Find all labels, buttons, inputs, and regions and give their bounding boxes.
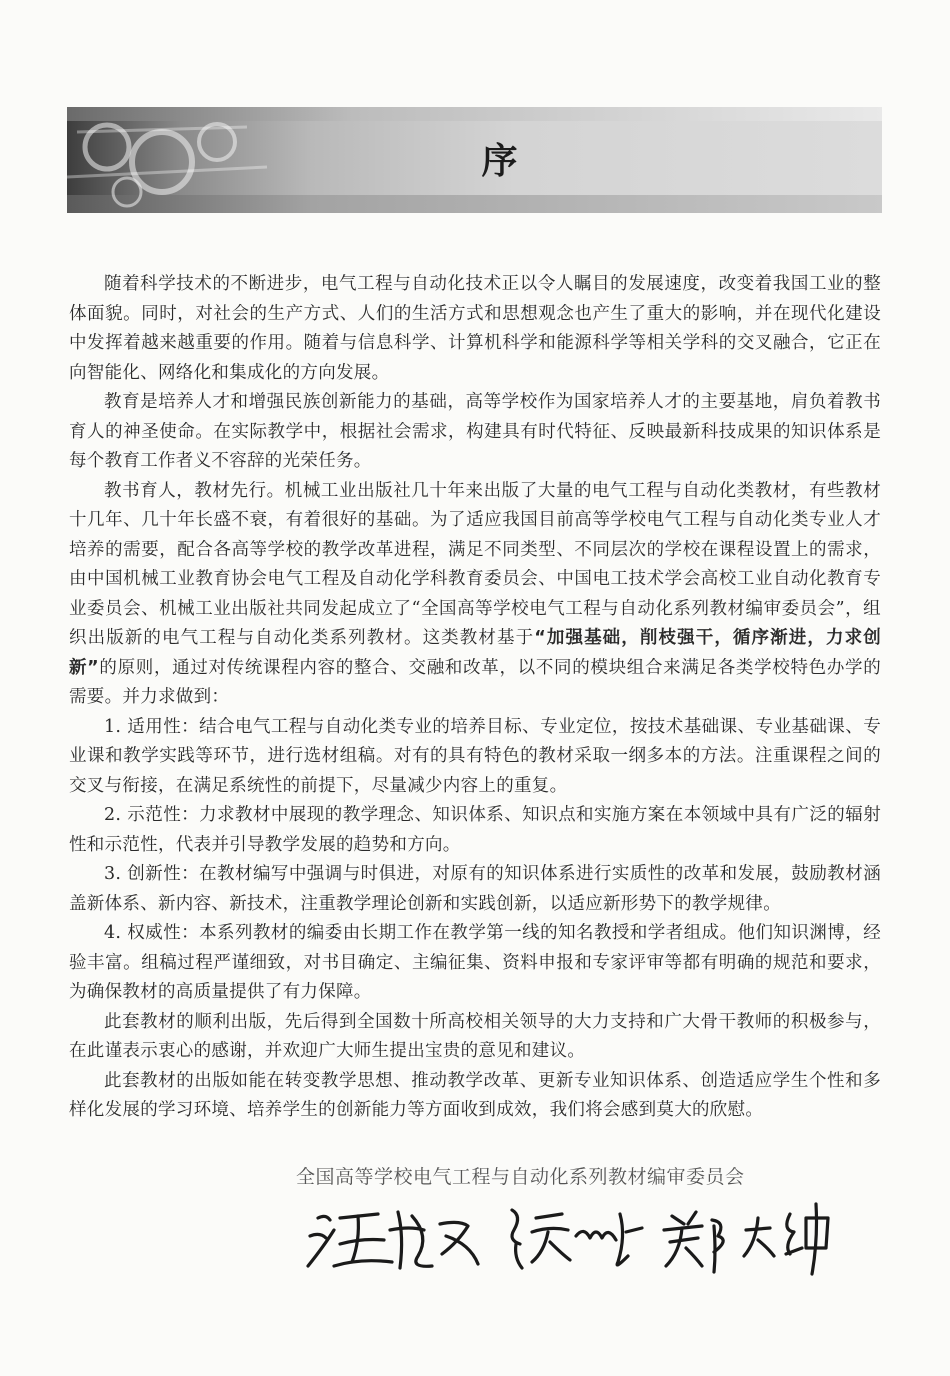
preface-body: [69, 270, 881, 1126]
principle-emphasis: “加强基础，削枝强干，循序渐进，力求创新”: [69, 628, 882, 678]
paragraph-text: 教书育人，教材先行。机械工业出版社几十年来出版了大量的电气工程与自动化类教材，有些教材十几年、几十年长盛不衰，有着很好的基础。为了适应我国目前高等学校电气工程与自动化类专业人才培养的需要，配合各高等学校的教学改革进程，满足不同类型、不同层次的学校在课程设置上的需求，由中国机械工业教育协会电气工程及自动化学科教育委员会、中国电工技术学会高校工业自动化教育专业委员会、机械工业出版社共同发起成立了“全国高等学校电气工程与自动化系列教材编审委员会”，组织出版新的电气工程与自动化类系列教材。这类教材基于: [69, 480, 881, 648]
paragraph: 此套教材的出版如能在转变教学思想、推动教学改革、更新专业知识体系、创造适应学生个性和多样化发展的学习环境、培养学生的创新能力等方面收到成效，我们将会感到莫大的欣慰。: [69, 1070, 881, 1120]
paragraph: 此套教材的顺利出版，先后得到全国数十所高校相关领导的大力支持和广大骨干教师的积极参与，在此谨表示衷心的感谢，并欢迎广大师生提出宝贵的意见和建议。: [69, 1011, 881, 1061]
paragraph-text: 的原则，通过对传统课程内容的整合、交融和改革，以不同的模块组合来满足各类学校特色办学的需要。并力求做到：: [69, 657, 881, 707]
page-title: 序: [481, 141, 518, 182]
chapter-banner: [67, 107, 882, 213]
point-item: 2. 示范性：力求教材中展现的教学理念、知识体系、知识点和实施方案在本领域中具有广泛的辐射性和示范性，代表并引导教学发展的趋势和方向。: [69, 805, 881, 855]
paragraph: 教育是培养人才和增强民族创新能力的基础，高等学校作为国家培养人才的主要基地，肩负着教书育人的神圣使命。在实际教学中，根据社会需求，构建具有时代特征、反映最新科技成果的知识体系是每个教育工作者义不容辞的光荣任务。: [69, 392, 881, 471]
paragraph: [69, 477, 881, 713]
point-item: 4. 权威性：本系列教材的编委由长期工作在教学第一线的知名教授和学者组成。他们知识渊博，经验丰富。组稿过程严谨细致，对书目确定、主编征集、资料申报和专家评审等都有明确的规范和要求，为确保教材的高质量提供了有力保障。: [69, 923, 881, 1002]
paragraph: 随着科学技术的不断进步，电气工程与自动化技术正以令人瞩目的发展速度，改变着我国工业的整体面貌。同时，对社会的生产方式、人们的生活方式和思想观念也产生了重大的影响，并在现代化建设中发挥着越来越重要的作用。随着与信息科学、计算机科学和能源科学等相关学科的交叉融合，它正在向智能化、网络化和集成化的方向发展。: [69, 274, 881, 383]
point-item: 1. 适用性：结合电气工程与自动化类专业的培养目标、专业定位，按技术基础课、专业基础课、专业课和教学实践等环节，进行选材组稿。对有的具有特色的教材采取一纲多本的方法。注重课程之间的交叉与衔接，在满足系统性的前提下，尽量减少内容上的重复。: [69, 716, 881, 796]
handwritten-signatures: [300, 1196, 840, 1276]
committee-name: 全国高等学校电气工程与自动化系列教材编审委员会: [296, 1166, 745, 1188]
point-item: 3. 创新性：在教材编写中强调与时俱进，对原有的知识体系进行实质性的改革和发展，鼓励教材涵盖新体系、新内容、新技术，注重教学理论创新和实践创新，以适应新形势下的教学规律。: [69, 864, 881, 914]
